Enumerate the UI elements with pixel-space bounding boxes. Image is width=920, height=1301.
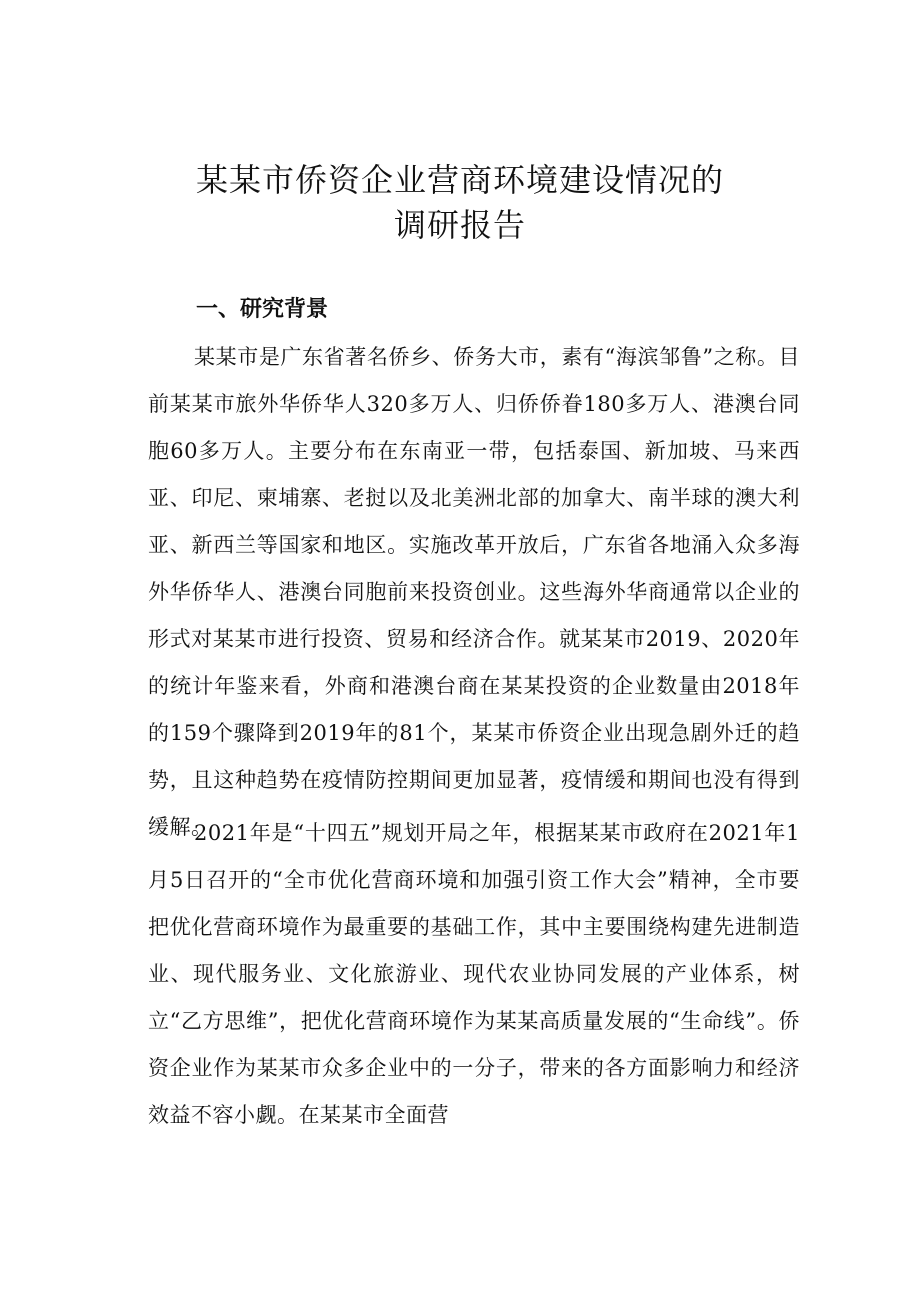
document-title-line-2: 调研报告: [393, 206, 526, 244]
document-title-line-1: 某某市侨资企业营商环境建设情况的: [195, 161, 724, 199]
body-paragraph-2: 2021年是“十四五”规划开局之年，根据某某市政府在2021年1月5日召开的“全市优化营商环境和加强引资工作大会”精神，全市要把优化营商环境作为最重要的基础工作，其中主要围绕构建先进制造业、现代服务业、文化旅游业、现代农业协同发展的产业体系，树立“乙方思维”，把优化营商环境作为某某高质量发展的“生命线”。侨资企业作为某某市众多企业中的一分子，带来的各方面影响力和经济效益不容小觑。在某某市全面营: [148, 821, 800, 1127]
body-paragraph-1: 某某市是广东省著名侨乡、侨务大市，素有“海滨邹鲁”之称。目前某某市旅外华侨华人320多万人、归侨侨眷180多万人、港澳台同胞60多万人。主要分布在东南亚一带，包括泰国、新加坡、马来西亚、印尼、柬埔寨、老挝以及北美洲北部的加拿大、南半球的澳大利亚、新西兰等国家和地区。实施改革开放后，广东省各地涌入众多海外华侨华人、港澳台同胞前来投资创业。这些海外华商通常以企业的形式对某某市进行投资、贸易和经济合作。就某某市2019、2020年的统计年鉴来看，外商和港澳台商在某某投资的企业数量由2018年的159个骤降到2019年的81个，某某市侨资企业出现急剧外迁的趋势，且这种趋势在疫情防控期间更加显著，疫情缓和期间也没有得到缓解。: [148, 345, 800, 839]
document-title: [110, 158, 810, 248]
section-heading-background: 一、研究背景: [196, 297, 329, 322]
